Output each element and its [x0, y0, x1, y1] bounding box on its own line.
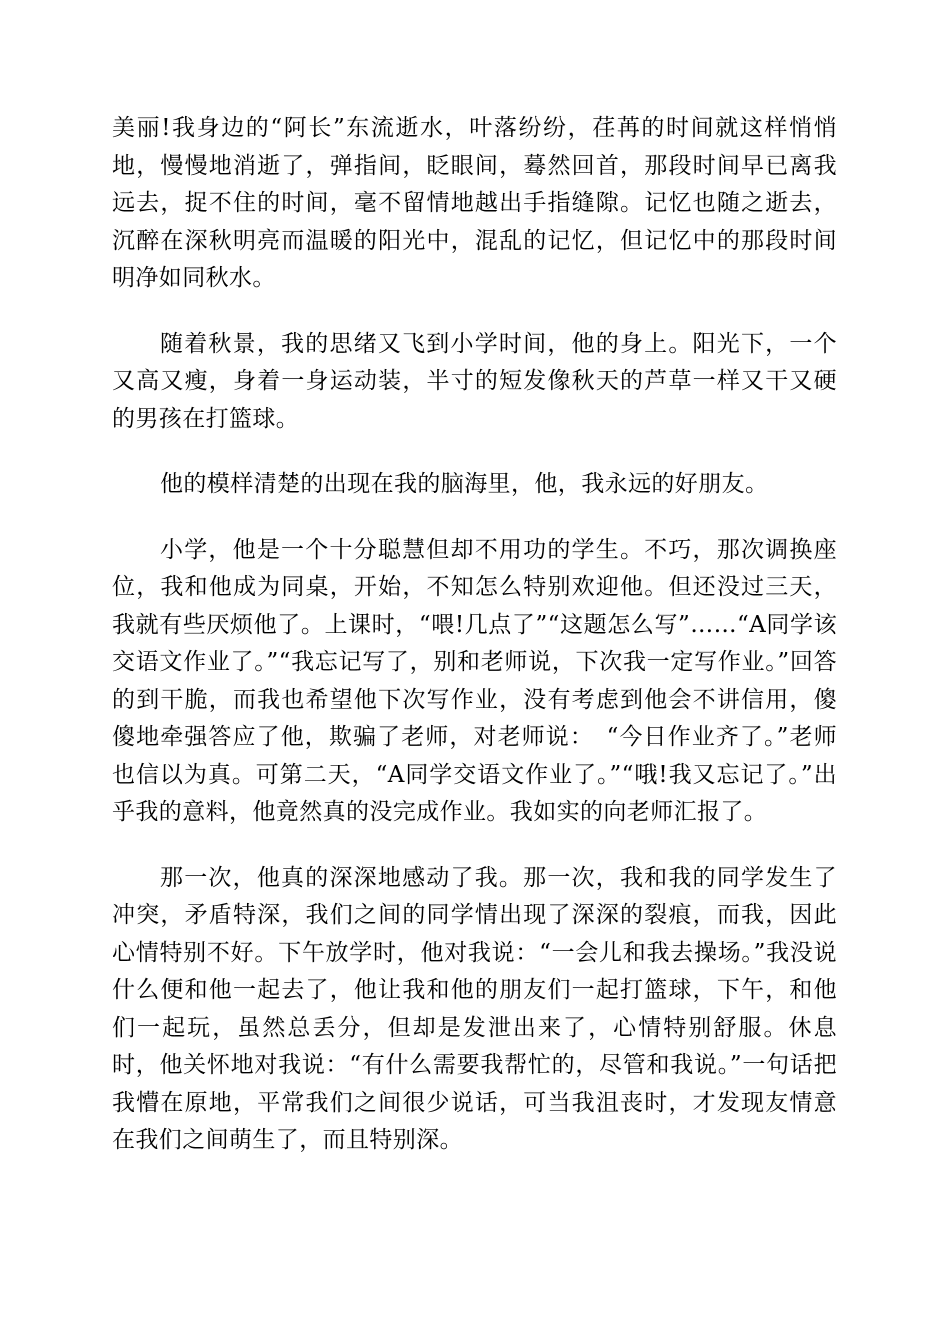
- paragraph-3: 他的模样清楚的出现在我的脑海里，他，我永远的好朋友。: [160, 471, 769, 497]
- paragraph-5: 那一次，他真的深深地感动了我。那一次，我和我的同学发生了冲突，矛盾特深，我们之间的同学情出现了深深的裂痕，而我，因此心情特别不好。下午放学时，他对我说：“一会儿和我去操场。”我没说什么便和他一起去了，他让我和他的朋友们一起打篮球，下午，和他们一起玩，虽然总丢分，但却是发泄出来了，心情特别舒服。休息时，他关怀地对我说：“有什么需要我帮忙的，尽管和我说。”一句话把我懵在原地，平常我们之间很少说话，可当我沮丧时，才发现友情意在我们之间萌生了，而且特别深。: [112, 864, 837, 1153]
- paragraph-1: 美丽!我身边的“阿长”东流逝水，叶落纷纷，荏苒的时间就这样悄悄地，慢慢地消逝了，弹指间，眨眼间，蓦然回首，那段时间早已离我远去，捉不住的时间，毫不留情地越出手指缝隙。记忆也随之逝去，沉醉在深秋明亮而温暖的阳光中，混乱的记忆，但记忆中的那段时间明净如同秋水。: [112, 115, 837, 291]
- document-body: [112, 110, 837, 1188]
- paragraph-2: 随着秋景，我的思绪又飞到小学时间，他的身上。阳光下，一个又高又瘦，身着一身运动装，半寸的短发像秋天的芦草一样又干又硬的男孩在打篮球。: [112, 330, 837, 432]
- paragraph-4: 小学，他是一个十分聪慧但却不用功的学生。不巧，那次调换座位，我和他成为同桌，开始，不知怎么特别欢迎他。但还没过三天，我就有些厌烦他了。上课时，“喂!几点了”“这题怎么写”……“A同学该交语文作业了。”“我忘记写了，别和老师说，下次我一定写作业。”回答的到干脆，而我也希望他下次写作业，没有考虑到他会不讲信用，傻傻地牵强答应了他，欺骗了老师，对老师说： “今日作业齐了。”老师也信以为真。可第二天，“A同学交语文作业了。”“哦!我又忘记了。”出乎我的意料，他竟然真的没完成作业。我如实的向老师汇报了。: [112, 536, 837, 825]
